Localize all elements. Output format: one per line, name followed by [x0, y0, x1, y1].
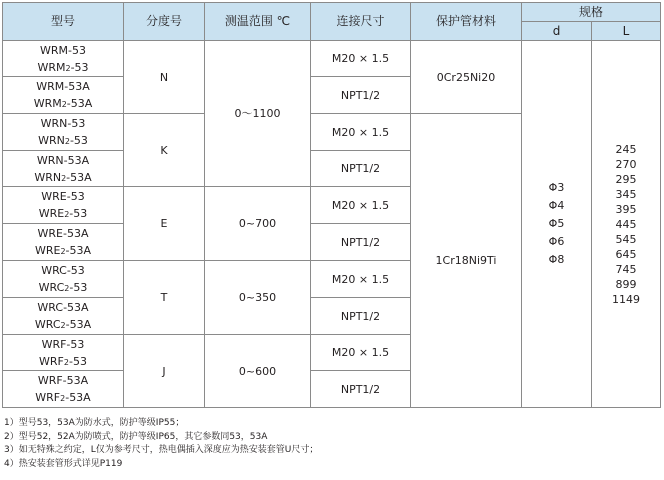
- length-L: 270: [615, 157, 637, 171]
- header-d: d: [522, 22, 592, 41]
- model-line-2: WRC2-53A: [34, 318, 92, 331]
- model-line-2: WRN2-53A: [34, 170, 92, 184]
- length-L: 395: [615, 202, 637, 216]
- material-cell: 0Cr25Ni20: [411, 41, 522, 114]
- model-line: WRN-53: [40, 117, 86, 130]
- model-cell: [3, 77, 124, 114]
- length-L: 245: [615, 142, 637, 156]
- model-line: WRF-53A: [37, 374, 89, 387]
- length-L: 345: [615, 187, 637, 201]
- header-tube-material: 保护管材料: [411, 3, 522, 41]
- model-cell: [3, 224, 124, 261]
- note-line: 3）如无特殊之约定，L仅为参考尺寸，热电偶插入深度应为热安装套管U尺寸；: [4, 445, 319, 455]
- model-line-2: WRM2-53: [37, 60, 89, 74]
- model-line-2: WRC2-53: [38, 281, 88, 294]
- graduation-cell: T: [124, 261, 205, 335]
- header-model: 型号: [3, 3, 124, 41]
- connection-cell: NPT1/2: [311, 371, 411, 408]
- length-L: 645: [615, 247, 637, 261]
- header-spec: 规格: [522, 3, 661, 22]
- model-line: WRM-53: [40, 43, 86, 57]
- size-d: Φ3: [548, 181, 565, 194]
- model-line: WRC-53: [41, 264, 85, 277]
- model-cell: [3, 151, 124, 187]
- model-cell: [3, 41, 124, 77]
- graduation-cell: K: [124, 114, 205, 187]
- model-line: WRN-53A: [36, 153, 90, 167]
- note-line: 4）热安装套管形式详见P119: [4, 458, 123, 469]
- model-line: WRE-53A: [37, 227, 89, 240]
- model-line: WRF-53: [41, 337, 85, 351]
- length-L: 745: [615, 262, 637, 276]
- note-line: 1）型号53，53A为防水式，防护等级IP55；: [4, 418, 185, 428]
- model-cell: [3, 114, 124, 151]
- length-L: 899: [615, 277, 637, 291]
- size-d: Φ4: [548, 199, 565, 212]
- range-cell: 0～1100: [205, 41, 311, 187]
- model-line: WRE-53: [41, 190, 85, 203]
- connection-cell: M20 × 1.5: [311, 187, 411, 224]
- connection-cell: NPT1/2: [311, 298, 411, 335]
- model-line-2: WRE2-53A: [34, 244, 92, 257]
- length-L: 295: [615, 172, 637, 186]
- connection-cell: M20 × 1.5: [311, 114, 411, 151]
- model-cell: [3, 261, 124, 298]
- spec-table: [2, 2, 661, 408]
- model-line-2: WRM2-53A: [33, 97, 93, 110]
- model-cell: [3, 371, 124, 408]
- size-d: Φ8: [548, 253, 565, 266]
- model-cell: [3, 298, 124, 335]
- connection-cell: M20 × 1.5: [311, 335, 411, 371]
- size-d: Φ6: [548, 235, 565, 248]
- lengths-L-cell: [592, 41, 661, 408]
- model-line: WRC-53A: [37, 301, 89, 314]
- connection-cell: NPT1/2: [311, 224, 411, 261]
- notes: [4, 417, 318, 471]
- model-line-2: WRF2-53A: [35, 391, 91, 404]
- range-cell: 0~700: [205, 187, 311, 261]
- model-cell: [3, 187, 124, 224]
- header-connection: 连接尺寸: [311, 3, 411, 41]
- model-line-2: WRN2-53: [38, 134, 88, 147]
- model-cell: [3, 335, 124, 371]
- graduation-cell: N: [124, 41, 205, 114]
- length-L: 445: [615, 217, 637, 231]
- graduation-cell: E: [124, 187, 205, 261]
- material-cell: 1Cr18Ni9Ti: [411, 114, 522, 408]
- header-range: 测温范围 ℃: [205, 3, 311, 41]
- connection-cell: M20 × 1.5: [311, 261, 411, 298]
- graduation-cell: J: [124, 335, 205, 408]
- connection-cell: NPT1/2: [311, 151, 411, 187]
- range-cell: 0~350: [205, 261, 311, 335]
- model-line: WRM-53A: [36, 80, 90, 93]
- header-graduation: 分度号: [124, 3, 205, 41]
- note-line: 2）型号52，52A为防喷式，防护等级IP65，其它参数同53，53A: [4, 431, 268, 442]
- header-L: L: [592, 22, 661, 41]
- sizes-d-cell: [522, 41, 592, 408]
- connection-cell: M20 × 1.5: [311, 41, 411, 77]
- length-L: 1149: [612, 292, 640, 306]
- model-line-2: WRE2-53: [38, 207, 88, 220]
- range-cell: 0~600: [205, 335, 311, 408]
- model-line-2: WRF2-53: [39, 354, 87, 368]
- length-L: 545: [615, 232, 637, 246]
- size-d: Φ5: [548, 217, 565, 230]
- connection-cell: NPT1/2: [311, 77, 411, 114]
